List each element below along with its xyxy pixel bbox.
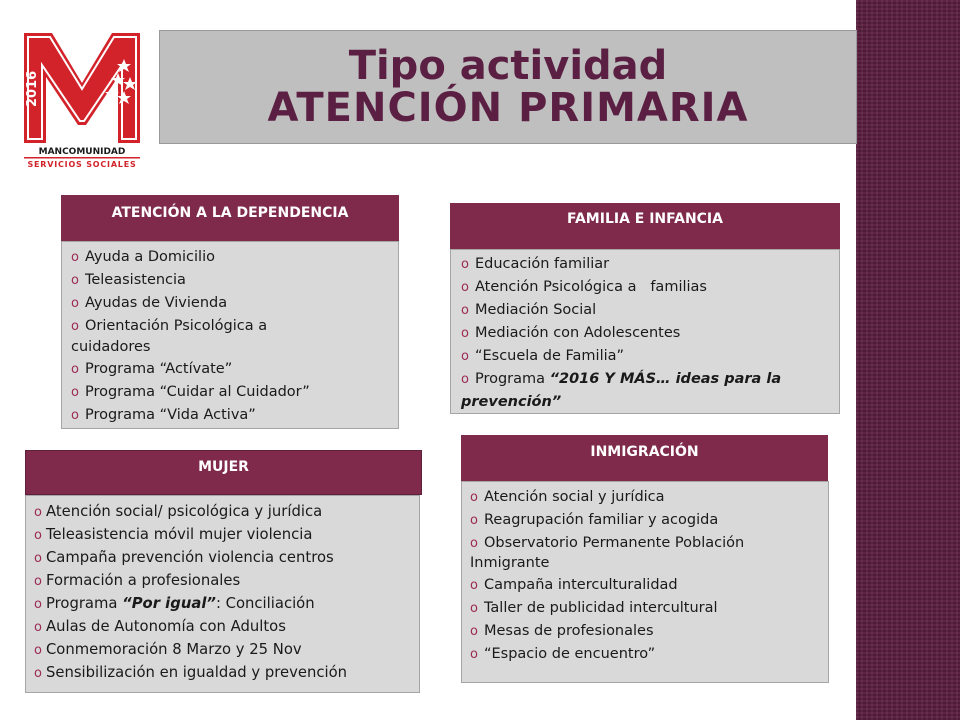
logo-org-line1: MANCOMUNIDAD bbox=[38, 147, 126, 157]
bullet-icon: o bbox=[34, 505, 42, 520]
bullet-icon: o bbox=[34, 574, 42, 589]
list-item: o Programa “Cuidar al Cuidador” bbox=[71, 381, 390, 404]
list-item: o Conmemoración 8 Marzo y 25 Nov bbox=[34, 639, 413, 662]
bullet-icon: o bbox=[71, 273, 79, 288]
list-item: o Ayudas de Vivienda bbox=[71, 292, 390, 315]
bullet-icon: o bbox=[71, 319, 79, 334]
familia-list bbox=[461, 253, 831, 413]
mujer-body bbox=[25, 495, 420, 693]
mujer-title: MUJER bbox=[198, 459, 249, 475]
bullet-icon: o bbox=[34, 551, 42, 566]
dependencia-header bbox=[61, 195, 399, 241]
list-item: o Taller de publicidad intercultural bbox=[470, 597, 822, 620]
list-item: o Sensibilización en igualdad y prevención bbox=[34, 662, 413, 685]
bullet-icon: o bbox=[71, 362, 79, 377]
bullet-icon: o bbox=[461, 326, 469, 341]
list-item: o Educación familiar bbox=[461, 253, 831, 276]
inmigracion-body bbox=[461, 481, 829, 683]
mancomunidad-logo bbox=[18, 25, 146, 170]
list-item: o Reagrupación familiar y acogida bbox=[470, 509, 822, 532]
bullet-icon: o bbox=[34, 597, 42, 612]
decorative-sidebar bbox=[856, 0, 960, 720]
bullet-icon: o bbox=[461, 372, 469, 387]
list-item-continuation: Inmigrante bbox=[470, 555, 550, 571]
familia-header bbox=[450, 203, 840, 249]
bullet-icon: o bbox=[71, 250, 79, 265]
bullet-icon: o bbox=[71, 408, 79, 423]
bullet-icon: o bbox=[470, 624, 478, 639]
list-item: o Observatorio Permanente Población bbox=[470, 532, 822, 555]
list-item: o Ayuda a Domicilio bbox=[71, 246, 390, 269]
list-item: o Programa “Actívate” bbox=[71, 358, 390, 381]
bullet-icon: o bbox=[470, 513, 478, 528]
page-title-line2: ATENCIÓN PRIMARIA bbox=[267, 85, 749, 131]
list-item: o Formación a profesionales bbox=[34, 570, 413, 593]
dependencia-body bbox=[61, 241, 399, 429]
list-item: o Teleasistencia bbox=[71, 269, 390, 292]
bullet-icon: o bbox=[470, 490, 478, 505]
bullet-icon: o bbox=[71, 296, 79, 311]
dependencia-list bbox=[71, 246, 390, 427]
list-item: o “Espacio de encuentro” bbox=[470, 643, 822, 666]
mujer-list bbox=[34, 501, 413, 685]
list-item: o Programa “Vida Activa” bbox=[71, 404, 390, 427]
list-item: o Atención social/ psicológica y jurídica bbox=[34, 501, 413, 524]
bullet-icon: o bbox=[461, 349, 469, 364]
bullet-icon: o bbox=[461, 303, 469, 318]
list-item: o Aulas de Autonomía con Adultos bbox=[34, 616, 413, 639]
list-item: o Orientación Psicológica a bbox=[71, 315, 390, 338]
list-item: o “Escuela de Familia” bbox=[461, 345, 831, 368]
list-item: o Mesas de profesionales bbox=[470, 620, 822, 643]
list-item: o Campaña prevención violencia centros bbox=[34, 547, 413, 570]
list-item: o Programa “2016 Y MÁS… ideas para la bbox=[461, 368, 831, 391]
inmigracion-title: INMIGRACIÓN bbox=[590, 444, 699, 460]
inmigracion-list bbox=[470, 486, 822, 666]
bullet-icon: o bbox=[461, 257, 469, 272]
list-item: o Programa “Por igual”: Conciliación bbox=[34, 593, 413, 616]
bullet-icon: o bbox=[71, 385, 79, 400]
list-item: o Atención social y jurídica bbox=[470, 486, 822, 509]
bullet-icon: o bbox=[34, 528, 42, 543]
familia-body bbox=[450, 249, 840, 414]
bullet-icon: o bbox=[34, 666, 42, 681]
logo-org-line2: SERVICIOS SOCIALES bbox=[27, 160, 137, 169]
list-item: o Teleasistencia móvil mujer violencia bbox=[34, 524, 413, 547]
bullet-icon: o bbox=[470, 601, 478, 616]
title-box bbox=[159, 30, 857, 144]
bullet-icon: o bbox=[470, 578, 478, 593]
page-title-line1: Tipo actividad bbox=[348, 43, 668, 89]
list-item: o Atención Psicológica a familias bbox=[461, 276, 831, 299]
list-item: o Campaña interculturalidad bbox=[470, 574, 822, 597]
list-item-continuation: prevención” bbox=[461, 394, 562, 410]
logo-year: 2016 bbox=[25, 70, 40, 107]
bullet-icon: o bbox=[34, 620, 42, 635]
list-item: o Mediación Social bbox=[461, 299, 831, 322]
familia-title: FAMILIA E INFANCIA bbox=[567, 211, 723, 227]
list-item-continuation: cuidadores bbox=[71, 339, 151, 355]
bullet-icon: o bbox=[470, 536, 478, 551]
inmigracion-header bbox=[461, 435, 828, 481]
bullet-icon: o bbox=[34, 643, 42, 658]
dependencia-title: ATENCIÓN A LA DEPENDENCIA bbox=[111, 205, 349, 221]
list-item: o Mediación con Adolescentes bbox=[461, 322, 831, 345]
bullet-icon: o bbox=[461, 280, 469, 295]
bullet-icon: o bbox=[470, 647, 478, 662]
mujer-header bbox=[25, 450, 422, 495]
